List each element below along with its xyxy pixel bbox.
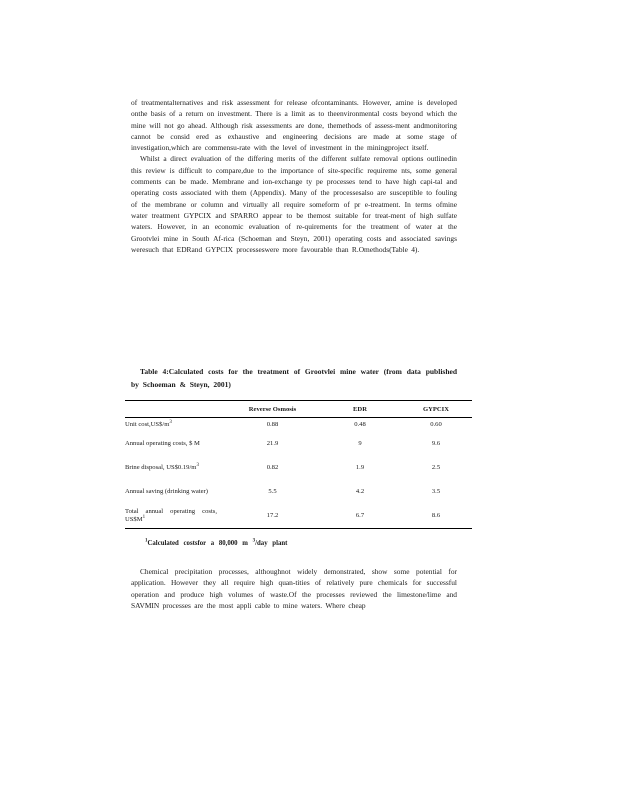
body-text-bottom [131,566,457,611]
table-row [125,456,472,480]
table-row-label [125,480,225,504]
footnote-tail: /day plant [255,540,288,547]
row-label-text: Total annual operating costs, US$M [125,508,217,524]
row-label-sup: 1 [142,515,146,521]
table-cell: 2.5 [431,464,441,472]
table-row [125,432,472,456]
row-label-sup: 3 [169,419,172,425]
table-row-label [125,456,225,480]
row-label-text: Annual operating costs, $ M [125,440,200,448]
table-header-cell [125,401,225,418]
table-cell: 3.5 [431,488,441,496]
row-label-text: Brine disposal, US$0.19/m [125,464,197,472]
table-header-cell: GYPCIX [400,401,472,418]
table-row-label [125,504,225,529]
cost-table [125,400,472,529]
table-cell: 0.48 [354,421,366,429]
table-cell: 0.60 [430,421,442,429]
table-cell: 17.2 [266,512,279,520]
table-cell: 5.5 [268,488,277,496]
table-cell: 9.6 [431,440,441,448]
table-cell: 8.6 [431,512,441,520]
table [125,400,472,529]
row-label-text: Unit cost,US$/m [125,421,170,429]
table-footnote [145,540,465,547]
table-cell: 1.9 [355,464,365,472]
table-cell: 4.2 [355,488,365,496]
table-header-cell: EDR [320,401,400,418]
row-label-text: Annual saving (drinking water) [125,488,208,496]
body-text-top [131,97,457,255]
table-cell: 21.9 [266,440,279,448]
table-cell: 9 [358,440,362,448]
table-row [125,418,472,433]
table-caption: Table 4:Calculated costs for the treatment of Grootvlei mine water (from data published by Schoeman & Steyn, 2001) [131,367,457,389]
paragraph: Whilst a direct evaluation of the differing merits of the different sulfate removal options outlinedin this review is difficult to compare,due to the importance of site-specific requireme nts, some general comments can be made. Membrane and ion-exchange ty pe processes tend to have high capi-tal and operating costs associated with them (Appendix). Many of the processesalso are susceptible to fouling of the membrane or column and virtually all require someform of pr e-treatment. In terms ofmine water treatment GYPCIX and SPARRO appear to be themost suitable for treat-ment of high sulfate waters. However, in an economic evaluation of re-quirements for the treatment of water at the Grootvlei mine in South Af-rica (Schoeman and Steyn, 2001) operating costs and associated savings weresuch that EDRand GYPCIX processeswere more favourable than R.Omethods(Table 4). [131,154,457,254]
footnote-mark: 1 [145,538,148,544]
table-cell: 6.7 [355,512,365,520]
table-header-row [125,401,472,418]
paragraph: Chemical precipitation processes, althoughnot widely demonstrated, show some potential for application. However they all require high quan-tities of relatively pure chemicals for successful operation and produce high volumes of waste.Of the processes reviewed the limestone/lime and SAVMIN processes are the most appli cable to mine waters. Where cheap [131,567,457,610]
table-cell: 0.82 [266,464,279,472]
table-cell: 0.88 [266,421,279,429]
row-label-sup: 3 [196,462,199,468]
footnote-sup: 3 [252,538,256,544]
table-row [125,480,472,504]
table-row-label [125,418,225,433]
table-header-cell: Reverse Osmosis [225,401,320,418]
table-row-label [125,432,225,456]
paragraph: of treatmentalternatives and risk assessment for release ofcontaminants. However, amine is developed onthe basis of a return on investment. There is a limit as to theenvironmental costs beyond which the mine will not go ahead. Although risk assessments are done, themethods of assess-ment andmonitoring cannot be consid ered as exhaustive and engineering decisions are made at some stage of investigation,which are commensu-rate with the level of investment in the miningproject itself. [131,98,457,153]
footnote-text: Calculated costsfor a 80,000 m [147,540,248,547]
table-row [125,504,472,529]
